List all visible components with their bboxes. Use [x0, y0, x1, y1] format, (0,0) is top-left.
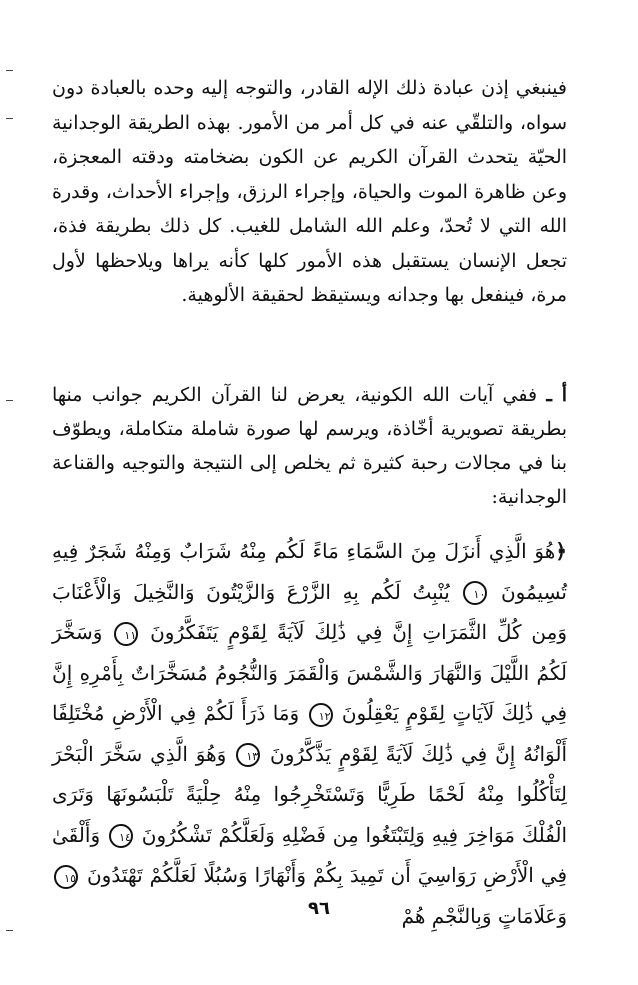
- quran-verses: [52, 531, 567, 936]
- scan-edge-mark: [6, 118, 13, 119]
- section-paragraph: [52, 378, 567, 514]
- verse-number: ١٢: [309, 703, 333, 727]
- verse-open-bracket: ﴿: [555, 539, 567, 563]
- body-paragraph: فينبغي إذن عبادة ذلك الإله القادر، والتوجه إليه وحده بالعبادة دون سواه، والتلقّي عنه في كل أمر من الأمور. بهذه الطريقة الوجدانية الحيّة يتحدث القرآن الكريم عن الكون بضخامته ودقته المعجزة، وعن ظاهرة الموت والحياة، وإجراء الرزق، وإجراء الأحداث، وقدرة الله التي لا تُحدّ، وعلم الله الشامل للغيب. كل ذلك بطريقة فذة، تجعل الإنسان يستقبل هذه الأمور كلها كأنه يراها ويلاحظها لأول مرة، فينفعل بها وجدانه ويستيقظ لحقيقة الألوهية.: [52, 77, 567, 306]
- verse-number: ١٥: [54, 865, 78, 889]
- section-text: ففي آيات الله الكونية، يعرض لنا القرآن الكريم جوانب منها بطريقة تصويرية أخّاذة، ويرسم لها صورة شاملة متكاملة، ويطوّف بنا في مجالات رحبة كثيرة ثم يخلص إلى النتيجة والتوجيه والقناعة الوجدانية:: [52, 384, 567, 508]
- verse-text: وَمَا ذَرَأَ لَكُمْ فِي الْأَرْضِ مُخْتَلِفًا أَلْوَانُهُ إِنَّ فِي ذَٰلِكَ لَآيَةً لِقَوْمٍ يَذَّكَّرُونَ: [52, 701, 568, 766]
- scan-edge-mark: [6, 930, 13, 931]
- verse-number: ١١: [114, 622, 138, 646]
- verse-text: وَعَلَامَاتٍ وَبِالنَّجْمِ هُمْ: [401, 903, 567, 928]
- verse-text: هُوَ الَّذِي أَنزَلَ مِنَ السَّمَاءِ مَاءً لَكُم مِنْهُ شَرَابٌ وَمِنْهُ شَجَرٌ فِيهِ تُسِيمُونَ: [52, 539, 567, 604]
- verse-text: وَهُوَ الَّذِي سَخَّرَ الْبَحْرَ لِتَأْكُلُوا مِنْهُ لَحْمًا طَرِيًّا وَتَسْتَخْرِجُوا مِنْهُ حِلْيَةً تَلْبَسُونَهَا وَتَرَى الْفُلْكَ مَوَاخِرَ فِيهِ وَلِتَبْتَغُوا مِن فَضْلِهِ وَلَعَلَّكُمْ تَشْكُرُونَ: [52, 741, 568, 847]
- verse-number: ١٤: [109, 824, 133, 848]
- verse-number: ١٣: [236, 743, 260, 767]
- scan-edge-mark: [6, 400, 13, 401]
- section-letter: أ ـ: [546, 384, 567, 406]
- verse-text: وَأَلْقَىٰ فِي الْأَرْضِ رَوَاسِيَ أَن تَمِيدَ بِكُمْ وَأَنْهَارًا وَسُبُلًا لَعَلَّكُمْ تَهْتَدُونَ: [52, 822, 568, 887]
- verse-number: ١٠: [463, 581, 487, 605]
- scan-edge-mark: [6, 70, 13, 71]
- verse-text: يُنْبِتُ لَكُم بِهِ الزَّرْعَ وَالزَّيْتُونَ وَالنَّخِيلَ وَالْأَعْنَابَ وَمِن كُلِّ الثَّمَرَاتِ إِنَّ فِي ذَٰلِكَ لَآيَةً لِقَوْمٍ يَتَفَكَّرُونَ: [52, 579, 567, 644]
- page-number: ٩٦: [308, 898, 330, 919]
- verse-text: وَسَخَّرَ لَكُمُ اللَّيْلَ وَالنَّهَارَ وَالشَّمْسَ وَالْقَمَرَ وَالنُّجُومُ مُسَخَّرَاتٌ بِأَمْرِهِ إِنَّ فِي ذَٰلِكَ لَآيَاتٍ لِقَوْمٍ يَعْقِلُونَ: [52, 620, 568, 725]
